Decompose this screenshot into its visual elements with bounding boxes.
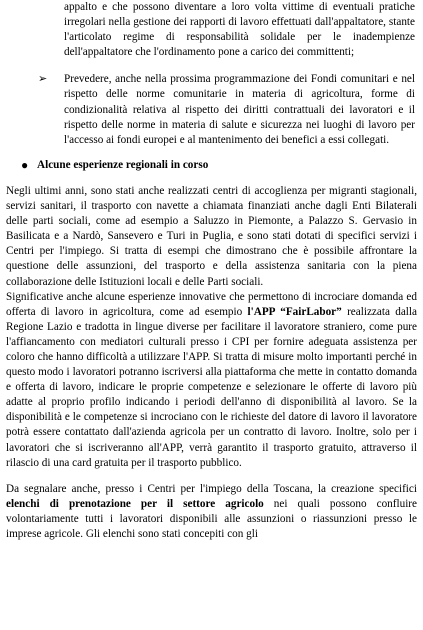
bullet-item-text: Prevedere, anche nella prossima programmazione dei Fondi comunitari e nel rispetto delle norme comunitarie in materia di agricoltura, forme di condizionalità relativa al rispetto dei diritti contrattuali dei lavoratori e il rispetto delle norme in materia di salute e sicurezza nei luoghi di lavoro per l'accesso ai fondi europei e al mantenimento dei benefici a essi collegati. bbox=[64, 73, 415, 146]
arrow-bullet-icon: ➢ bbox=[38, 73, 48, 86]
section-heading bbox=[21, 157, 417, 173]
section-heading-text: Alcune esperienze regionali in corso bbox=[37, 158, 209, 171]
continuation-paragraph: appalto e che possono diventare a loro volta vittime di eventuali pratiche irregolari nella gestione dei rapporti di lavoro effettuati dall'appaltatore, stante l'articolato regime di responsabilità solidale per le inadempienze dell'appaltatore che l'ordinamento pone a carico dei committenti; bbox=[64, 1, 415, 59]
elenchi-bold: elenchi di prenotazione per il settore agricolo bbox=[6, 497, 264, 510]
app-name-bold: l'APP “FairLabor” bbox=[247, 305, 342, 318]
paragraph-3 bbox=[6, 482, 417, 542]
paragraph-2-part-1: Significative anche alcune esperienze innovative che permettono di incrociare domanda ed offerta di lavoro in agricoltura, come ad esempio bbox=[6, 290, 417, 318]
paragraph-3-part-2: nei quali possono confluire volontariamente tutti i lavoratori disponibili alle assunzioni o riassunzioni presso le imprese agricole. Gli elenchi sono stati concepiti con gli bbox=[6, 497, 417, 540]
paragraph-3-part-1: Da segnalare anche, presso i Centri per l'impiego della Toscana, la creazione specifici bbox=[6, 482, 417, 495]
bullet-item bbox=[38, 72, 415, 147]
paragraph-1: Negli ultimi anni, sono stati anche realizzati centri di accoglienza per migranti stagionali, servizi sanitari, il trasporto con navette a chiamata finanziati anche dagli Enti Bilaterali delle parti sociali, come ad esempio a Saluzzo in Piemonte, a Palazzo S. Gervasio in Basilicata e a Nardò, Sansevero e Turi in Puglia, e sono stati dotati di specifici servizi i Centri per l'impiego. Si tratta di esempi che dimostrano che è possibile affrontare la questione delle assunzioni, del trasporto e della assistenza sanitaria con la piena collaborazione delle Istituzioni locali e delle Parti sociali. bbox=[6, 184, 417, 288]
dot-bullet-icon: ● bbox=[21, 157, 29, 172]
paragraph-2 bbox=[6, 290, 417, 471]
paragraph-2-part-2: realizzata dalla Regione Lazio e tradotta in lingue diverse per facilitare il lavoratore straniero, come pure l'affiancamento con mediatori culturali presso i CPI per fornire adeguata assistenza per coloro che hanno difficoltà a utilizzare l'APP. Si tratta di misure molto importanti perché in questo modo i lavoratori potranno iscriversi alla piattaforma che mette in contatto domanda e offerta di lavoro, indicare le proprie competenze e selezionare le offerte di lavoro più adatte al proprio profilo indicando i periodi dell'anno di disponibilità al lavoro. Se la disponibilità e le competenze si incrociano con le richieste del datore di lavoro il lavoratore potrà essere contattato dall'azienda agricola per un contratto di lavoro. Inoltre, solo per i lavoratori che si iscriveranno all'APP, verrà garantito il trasporto gratuito, attraverso il rilascio di una card gratuita per il trasporto pubblico. bbox=[6, 305, 417, 469]
